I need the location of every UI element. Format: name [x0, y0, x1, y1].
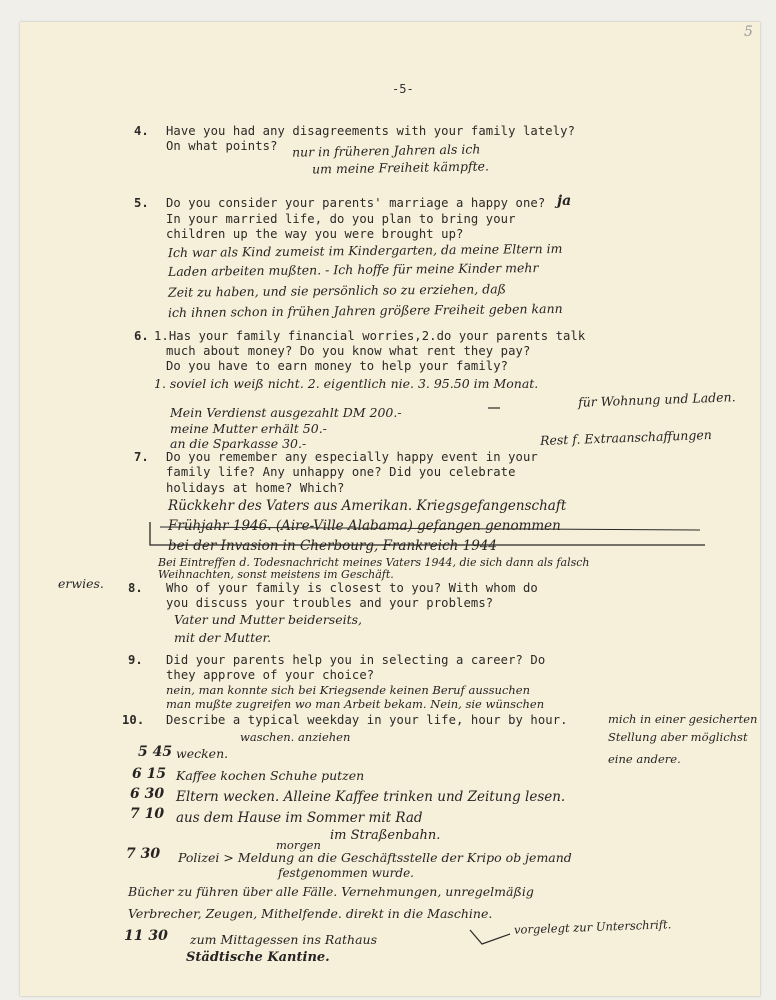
corner-page-mark: 5 — [744, 24, 753, 40]
schedule-entry: Verbrecher, Zeugen, Mithelfende. direkt in die Maschine. — [128, 906, 493, 921]
schedule-entry: zum Mittagessen ins Rathaus — [190, 932, 377, 947]
schedule-entry: Eltern wecken. Alleine Kaffee trinken und Zeitung lesen. — [176, 789, 566, 805]
question-text-line: Have you had any disagreements with your family lately? — [166, 124, 576, 138]
question-text-line: On what points? — [166, 139, 278, 153]
question-number: 7. — [134, 450, 149, 464]
schedule-entry: wecken. — [176, 746, 229, 761]
handwritten-answer: Laden arbeiten mußten. - Ich hoffe für meine Kinder mehr — [167, 260, 539, 279]
schedule-time: 11 30 — [124, 928, 168, 944]
handwritten-answer: Frühjahr 1946. (Aire-Ville Alabama) gefangen genommen — [168, 518, 561, 534]
handwritten-inline-answer: ja — [557, 193, 572, 209]
schedule-note-above: waschen. anziehen — [240, 730, 351, 744]
schedule-note-above: morgen — [276, 838, 321, 852]
schedule-side-note: vorgelegt zur Unterschrift. — [513, 917, 672, 937]
schedule-entry: Kaffee kochen Schuhe putzen — [176, 768, 365, 783]
question-text-line: much about money? Do you know what rent they pay? — [166, 344, 531, 358]
handwritten-answer: Rückkehr des Vaters aus Amerikan. Kriegsgefangenschaft — [168, 498, 567, 514]
handwritten-answer: Stellung aber möglichst — [608, 730, 748, 744]
question-number: 5. — [134, 196, 149, 210]
schedule-time: 6 30 — [130, 786, 165, 802]
handwritten-answer: Zeit zu haben, und sie persönlich so zu erziehen, daß — [167, 281, 507, 300]
handwritten-answer: Mein Verdienst ausgezahlt DM 200.- — [170, 405, 402, 420]
question-text-line: Do you consider your parents' marriage a happy one? — [166, 196, 546, 210]
margin-note: erwies. — [58, 576, 104, 591]
handwritten-answer: mich in einer gesicherten — [608, 712, 758, 726]
question-number: 10. — [122, 713, 145, 727]
schedule-entry: Städtische Kantine. — [186, 950, 330, 965]
question-text-line: Describe a typical weekday in your life, hour by hour. — [166, 713, 568, 727]
question-text-line: you discuss your troubles and your problems? — [166, 596, 494, 610]
schedule-entry: Bücher zu führen über alle Fälle. Vernehmungen, unregelmäßig — [128, 884, 534, 899]
handwritten-answer: nein, man konnte sich bei Kriegsende keinen Beruf aussuchen — [166, 683, 531, 697]
schedule-entry: Polizei > Meldung an die Geschäftsstelle der Kripo ob jemand — [178, 850, 572, 865]
question-text-line: In your married life, do you plan to bring your — [166, 212, 516, 226]
schedule-time: 6 15 — [132, 766, 167, 782]
handwritten-answer: mit der Mutter. — [174, 630, 272, 645]
schedule-entry: aus dem Hause im Sommer mit Rad — [176, 810, 423, 826]
question-text-line: 1.Has your family financial worries,2.do your parents talk — [154, 329, 586, 343]
handwritten-answer: eine andere. — [608, 752, 681, 766]
handwritten-answer: Rest f. Extraanschaffungen — [539, 427, 713, 448]
question-text-line: Do you remember any especially happy event in your — [166, 450, 538, 464]
handwritten-answer: an die Sparkasse 30.- — [170, 436, 307, 451]
handwritten-answer: 1. soviel ich weiß nicht. 2. eigentlich nie. 3. 95.50 im Monat. — [154, 376, 539, 391]
handwritten-answer: man mußte zugreifen wo man Arbeit bekam. Nein, sie wünschen — [166, 697, 545, 711]
question-number: 9. — [128, 653, 143, 667]
question-number: 6. — [134, 329, 149, 343]
handwritten-answer: meine Mutter erhält 50.- — [170, 421, 327, 436]
schedule-note-below: festgenommen wurde. — [278, 866, 414, 880]
handwritten-answer: um meine Freiheit kämpfte. — [311, 158, 490, 177]
question-text-line: they approve of your choice? — [166, 668, 375, 682]
handwritten-answer: nur in früheren Jahren als ich — [291, 141, 481, 160]
schedule-time: 5 45 — [138, 744, 173, 760]
page-number: -5- — [392, 82, 414, 96]
question-number: 4. — [134, 124, 149, 138]
handwritten-answer: Ich war als Kind zumeist im Kindergarten, da meine Eltern im — [167, 240, 563, 261]
handwritten-answer: ich ihnen schon in frühen Jahren größere Freiheit geben kann — [167, 300, 563, 321]
question-text-line: Who of your family is closest to you? With whom do — [166, 581, 538, 595]
handwritten-answer: für Wohnung und Laden. — [577, 389, 736, 410]
question-text-line: Did your parents help you in selecting a career? Do — [166, 653, 546, 667]
handwritten-answer: bei der Invasion in Cherbourg, Frankreich 1944 — [168, 538, 497, 554]
schedule-time: 7 10 — [130, 806, 165, 822]
question-text-line: Do you have to earn money to help your family? — [166, 359, 509, 373]
handwritten-answer: Bei Eintreffen d. Todesnachricht meines Vaters 1944, die sich dann als falsch — [158, 556, 590, 569]
handwritten-answer: Vater und Mutter beiderseits, — [174, 612, 363, 627]
schedule-time: 7 30 — [126, 846, 161, 862]
handwritten-answer: Weihnachten, sonst meistens im Geschäft. — [158, 568, 394, 581]
question-text-line: family life? Any unhappy one? Did you celebrate — [166, 465, 516, 479]
question-text-line: children up the way you were brought up? — [166, 227, 464, 241]
question-number: 8. — [128, 581, 143, 595]
question-text-line: holidays at home? Which? — [166, 481, 345, 495]
schedule-note-below: im Straßenbahn. — [330, 828, 441, 843]
